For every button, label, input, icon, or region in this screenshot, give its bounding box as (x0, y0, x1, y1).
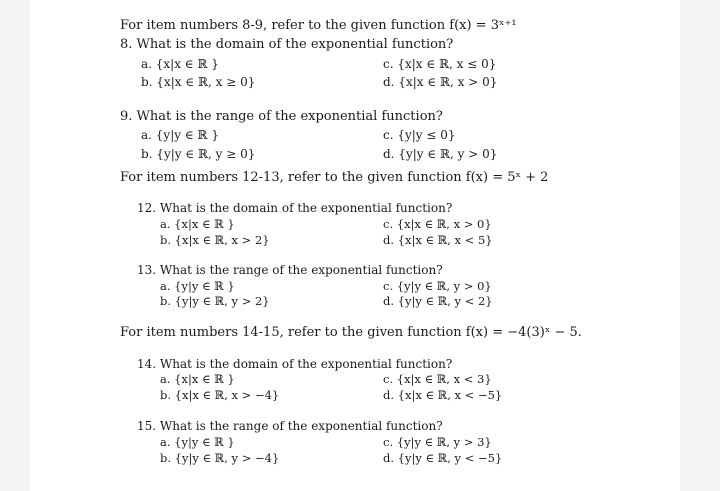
section-intro-12-13: For item numbers 12-13, refer to the given function f(x) = 5ˣ + 2 (120, 170, 549, 185)
question-9: 9. What is the range of the exponential function? (120, 109, 443, 124)
q8-option-b: b. {x|x ∈ ℝ, x ≥ 0} (141, 75, 256, 89)
q14-option-b: b. {x|x ∈ ℝ, x > −4} (160, 388, 280, 402)
q13-option-c: c. {y|y ∈ ℝ, y > 0} (383, 279, 492, 293)
q13-option-b: b. {y|y ∈ ℝ, y > 2} (160, 294, 270, 308)
q9-option-d: d. {y|y ∈ ℝ, y > 0} (383, 147, 498, 161)
question-15: 15. What is the range of the exponential function? (137, 419, 443, 433)
q8-option-c: c. {x|x ∈ ℝ, x ≤ 0} (383, 57, 497, 71)
section-intro-8-9: For item numbers 8-9, refer to the given function f(x) = 3ˣ⁺¹ (120, 18, 517, 33)
question-8: 8. What is the domain of the exponential function? (120, 37, 454, 52)
q14-option-d: d. {x|x ∈ ℝ, x < −5} (383, 388, 503, 402)
q15-option-b: b. {y|y ∈ ℝ, y > −4} (160, 451, 280, 465)
question-12: 12. What is the domain of the exponential function? (137, 201, 453, 215)
q12-option-b: b. {x|x ∈ ℝ, x > 2} (160, 233, 270, 247)
q13-option-a: a. {y|y ∈ ℝ } (160, 279, 235, 293)
q14-option-a: a. {x|x ∈ ℝ } (160, 372, 235, 386)
worksheet-page (30, 0, 680, 491)
q15-option-c: c. {y|y ∈ ℝ, y > 3} (383, 435, 492, 449)
q12-option-c: c. {x|x ∈ ℝ, x > 0} (383, 217, 492, 231)
q9-option-c: c. {y|y ≤ 0} (383, 128, 456, 142)
q13-option-d: d. {y|y ∈ ℝ, y < 2} (383, 294, 493, 308)
q15-option-a: a. {y|y ∈ ℝ } (160, 435, 235, 449)
q12-option-a: a. {x|x ∈ ℝ } (160, 217, 235, 231)
question-14: 14. What is the domain of the exponential function? (137, 357, 453, 371)
q9-option-a: a. {y|y ∈ ℝ } (141, 128, 219, 142)
question-13: 13. What is the range of the exponential function? (137, 263, 443, 277)
q12-option-d: d. {x|x ∈ ℝ, x < 5} (383, 233, 493, 247)
section-intro-14-15: For item numbers 14-15, refer to the given function f(x) = −4(3)ˣ − 5. (120, 325, 582, 340)
q9-option-b: b. {y|y ∈ ℝ, y ≥ 0} (141, 147, 256, 161)
q8-option-a: a. {x|x ∈ ℝ } (141, 57, 219, 71)
q15-option-d: d. {y|y ∈ ℝ, y < −5} (383, 451, 503, 465)
q8-option-d: d. {x|x ∈ ℝ, x > 0} (383, 75, 498, 89)
q14-option-c: c. {x|x ∈ ℝ, x < 3} (383, 372, 492, 386)
